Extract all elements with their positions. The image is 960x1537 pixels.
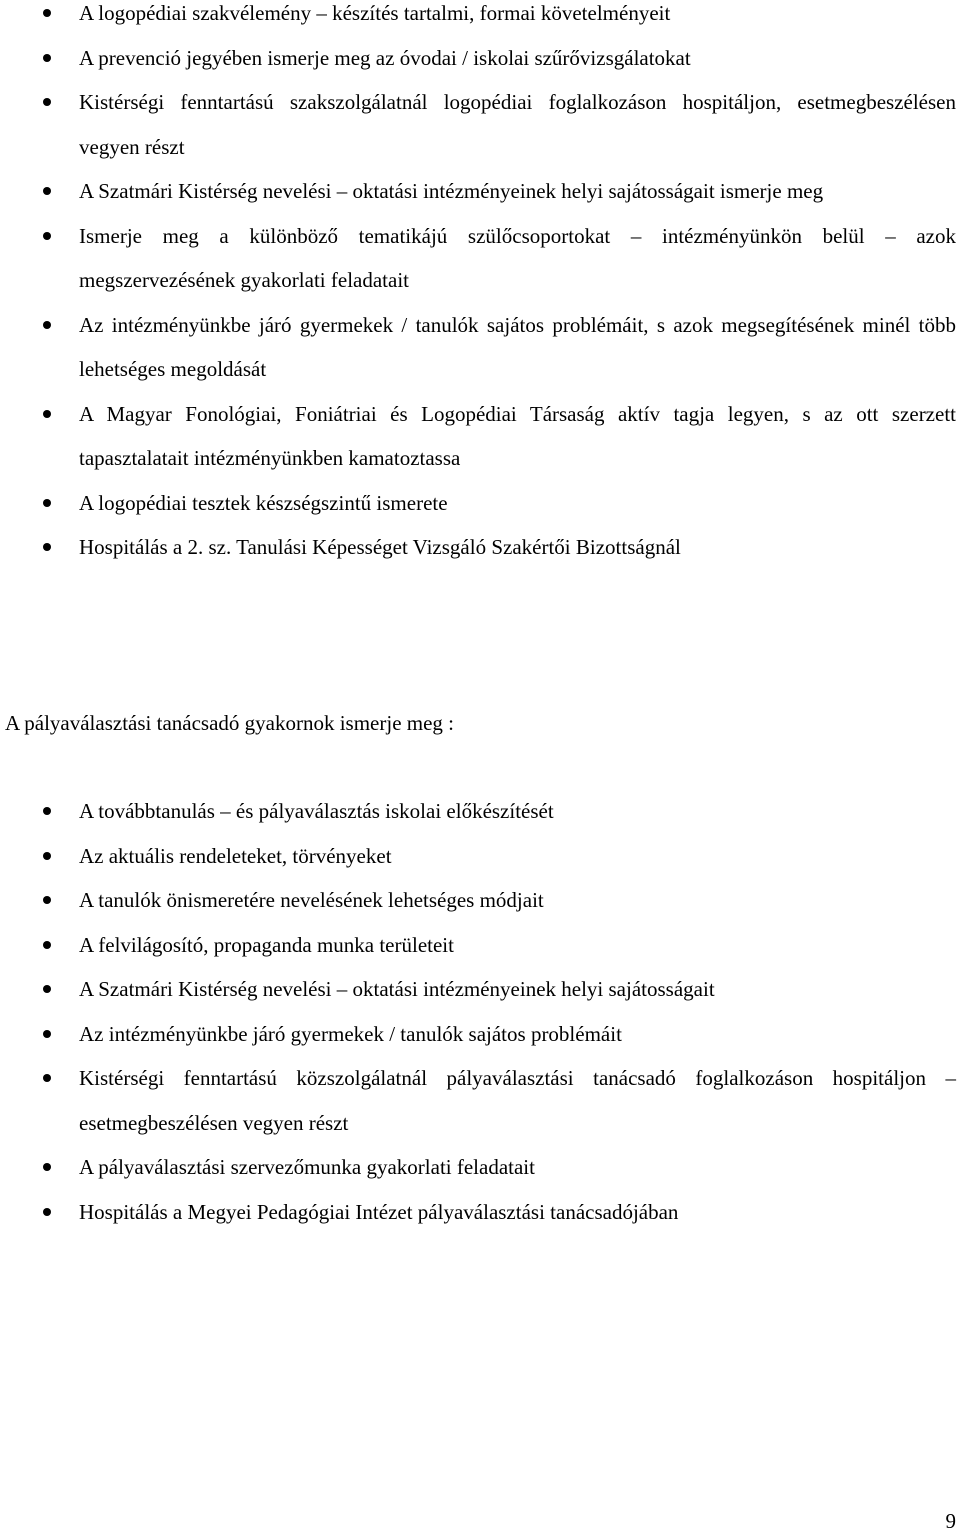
bullet-icon (43, 232, 51, 240)
list-item-text: Az intézményünkbe járó gyermekek / tanulók sajátos problémáit (79, 1021, 622, 1046)
bullet-icon (43, 187, 51, 195)
bullet-icon (43, 9, 51, 17)
list-item (0, 967, 960, 1012)
list-item-text: Kistérségi fenntartású közszolgálatnál pályaválasztási tanácsadó foglalkozáson hospitáljon – esetmegbeszélésen vegyen részt (79, 1066, 956, 1135)
list-item (0, 214, 960, 303)
bullet-icon (43, 1163, 51, 1171)
list-item (0, 878, 960, 923)
list-item-text: Az aktuális rendeleteket, törvényeket (79, 843, 392, 868)
list-item (0, 0, 960, 36)
bullet-icon (43, 499, 51, 507)
list-item (0, 1012, 960, 1057)
page-number: 9 (945, 1509, 956, 1533)
list-item-text: A logopédiai tesztek készségszintű ismerete (79, 490, 448, 515)
list-item (0, 1190, 960, 1235)
list-item-text: Hospitálás a 2. sz. Tanulási Képességet Vizsgáló Szakértői Bizottságnál (79, 535, 681, 559)
bullet-icon (43, 98, 51, 106)
list-item-text: A továbbtanulás – és pályaválasztás iskolai előkészítését (79, 799, 554, 823)
list-item-text: A prevenció jegyében ismerje meg az óvodai / iskolai szűrővizsgálatokat (79, 45, 691, 70)
list-item (0, 525, 960, 570)
list-item-text: Kistérségi fenntartású szakszolgálatnál logopédiai foglalkozáson hospitáljon, esetmegbeszélésen vegyen részt (79, 90, 956, 159)
list-item (0, 923, 960, 968)
list-item-text: A tanulók önismeretére nevelésének lehetséges módjait (79, 888, 544, 912)
list-item (0, 1145, 960, 1190)
list-item (0, 789, 960, 834)
bullet-icon (43, 410, 51, 418)
list-item (0, 1056, 960, 1145)
bullet-icon (43, 852, 51, 860)
bullet-icon (43, 54, 51, 62)
list-item (0, 80, 960, 169)
list-item-text: A logopédiai szakvélemény – készítés tartalmi, formai követelményeit (79, 1, 671, 25)
bullet-icon (43, 985, 51, 993)
bullet-icon (43, 1208, 51, 1216)
list-item (0, 481, 960, 526)
bullet-icon (43, 543, 51, 551)
bullet-icon (43, 1030, 51, 1038)
section-heading: A pályaválasztási tanácsadó gyakornok ismerje meg : (5, 711, 455, 735)
list-item-text: A Szatmári Kistérség nevelési – oktatási intézményeinek helyi sajátosságait ismerje meg (79, 179, 824, 203)
list-item-text: A Szatmári Kistérség nevelési – oktatási intézményeinek helyi sajátosságait (79, 977, 715, 1001)
list-item (0, 392, 960, 481)
list-item-text: A pályaválasztási szervezőmunka gyakorlati feladatait (79, 1155, 535, 1179)
bullet-icon (43, 321, 51, 329)
bullet-icon (43, 896, 51, 904)
list-item (0, 303, 960, 392)
list-item (0, 169, 960, 214)
career-counseling-list (0, 789, 960, 1234)
bullet-icon (43, 1074, 51, 1082)
bullet-icon (43, 807, 51, 815)
list-item (0, 36, 960, 81)
list-item (0, 834, 960, 879)
list-item-text: Hospitálás a Megyei Pedagógiai Intézet pályaválasztási tanácsadójában (79, 1199, 679, 1224)
list-item-text: Az intézményünkbe járó gyermekek / tanulók sajátos problémáit, s azok megsegítésének minél több lehetséges megoldását (79, 312, 956, 381)
bullet-icon (43, 941, 51, 949)
logopedic-requirements-list (0, 0, 960, 570)
list-item-text: A felvilágosító, propaganda munka területeit (79, 932, 454, 957)
list-item-text: Ismerje meg a különböző tematikájú szülőcsoportokat – intézményünkön belül – azok megszervezésének gyakorlati feladatait (79, 223, 956, 292)
list-item-text: A Magyar Fonológiai, Foniátriai és Logopédiai Társaság aktív tagja legyen, s az ott szerzett tapasztalatait intézményünkben kamatoztassa (79, 401, 956, 470)
